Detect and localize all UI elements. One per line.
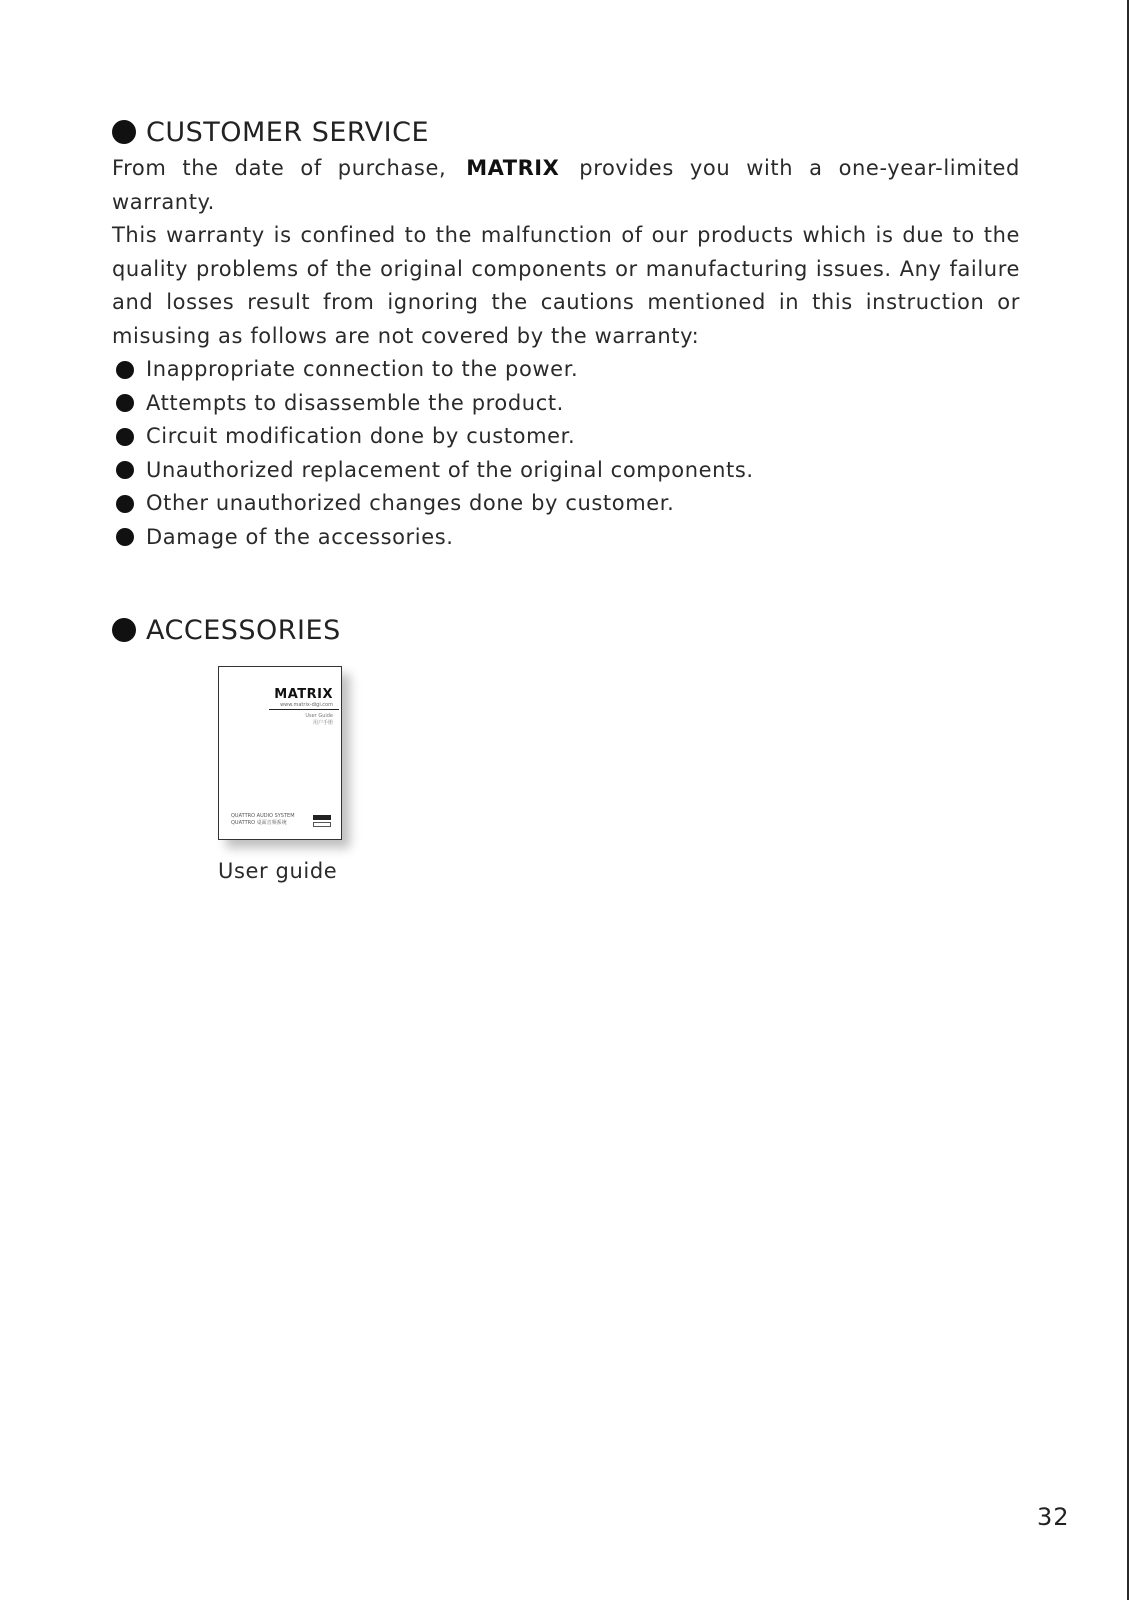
booklet-url: www.matrix-digi.com — [280, 702, 333, 708]
list-item — [112, 454, 1020, 488]
list-item — [112, 487, 1020, 521]
bullet-dot-icon — [112, 120, 136, 144]
list-item — [112, 353, 1020, 387]
bullet-dot-icon — [116, 394, 134, 412]
intro-before-text: From the date of purchase, — [112, 156, 447, 180]
booklet-brand: MATRIX — [274, 687, 333, 702]
warranty-paragraph: This warranty is confined to the malfunction of our products which is due to the quality problems of the original components or manufacturing issues. Any failure and losses result from ignoring the cautions mentioned in this instruction or misusing as follows are not covered by the warranty: — [112, 223, 1020, 348]
booklet-product-en: QUATTRO AUDIO SYSTEM — [231, 813, 295, 819]
booklet-product-cn: QUATTRO 桌面音频系统 — [231, 820, 287, 826]
list-item-text: Damage of the accessories. — [146, 524, 454, 549]
bullet-dot-icon — [116, 495, 134, 513]
list-item — [112, 521, 1020, 555]
list-item — [112, 420, 1020, 454]
booklet-badge-icon — [313, 822, 331, 827]
bullet-dot-icon — [116, 361, 134, 379]
booklet-rule — [269, 709, 339, 710]
booklet-guide-en: User Guide — [305, 713, 333, 719]
list-item-text: Unauthorized replacement of the original components. — [146, 457, 754, 482]
booklet-product-label — [231, 813, 295, 827]
exclusion-list — [112, 353, 1020, 554]
customer-service-title: CUSTOMER SERVICE — [146, 116, 430, 148]
page-number: 32 — [1037, 1503, 1070, 1531]
customer-service-heading — [112, 112, 1020, 152]
bullet-dot-icon — [116, 528, 134, 546]
bullet-dot-icon — [116, 461, 134, 479]
list-item-text: Other unauthorized changes done by customer. — [146, 491, 675, 515]
booklet-badges — [313, 815, 331, 827]
accessories-title: ACCESSORIES — [146, 614, 341, 646]
accessories-heading — [112, 610, 1020, 650]
booklet-badge-icon — [313, 815, 331, 820]
booklet-guide-cn: 用户手册 — [312, 720, 333, 726]
intro-after-text: provides you with a one-year-limited warranty. — [112, 156, 1020, 214]
page-edge-line — [1127, 0, 1129, 1600]
list-item — [112, 387, 1020, 421]
page-content — [112, 112, 1020, 650]
warranty-intro — [112, 152, 1020, 219]
bullet-dot-icon — [116, 428, 134, 446]
booklet-guide-label — [305, 713, 333, 727]
list-item-text: Attempts to disassemble the product. — [146, 390, 564, 415]
list-item-text: Inappropriate connection to the power. — [146, 357, 579, 381]
user-guide-booklet-image — [218, 666, 342, 840]
accessory-user-guide — [218, 666, 342, 883]
bullet-dot-icon — [112, 618, 136, 642]
user-guide-caption: User guide — [218, 859, 338, 883]
list-item-text: Circuit modification done by customer. — [146, 424, 576, 448]
matrix-logo-inline: MATRIX — [466, 156, 560, 180]
